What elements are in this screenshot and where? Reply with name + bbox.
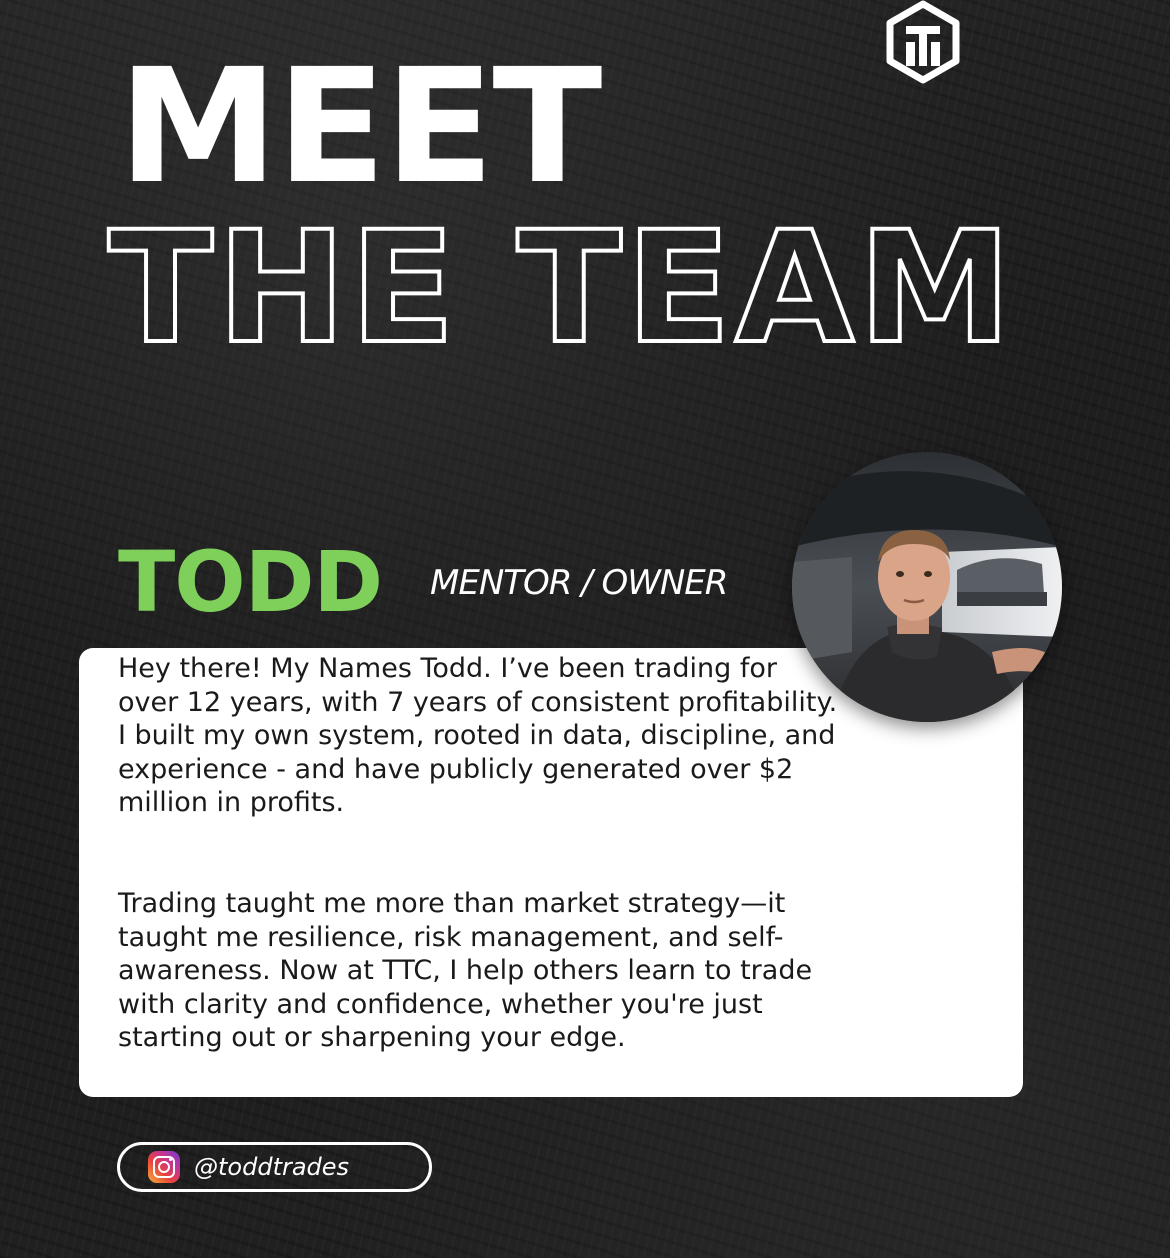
member-role: MENTOR / OWNER <box>430 563 728 603</box>
title-the-team: THE TEAM <box>108 199 1016 378</box>
instagram-icon <box>148 1151 180 1183</box>
bio-paragraph-1: Hey there! My Names Todd. I’ve been trading for over 12 years, with 7 years of consistent profitability. I built my own system, rooted in data, discipline, and experience - and have publicly generated over $2 million in profits. <box>118 653 838 819</box>
instagram-handle-text: @toddtrades <box>194 1153 350 1181</box>
instagram-handle-link[interactable] <box>117 1142 432 1192</box>
ttc-logo-icon <box>884 0 962 84</box>
bio-card <box>79 648 1023 1097</box>
avatar <box>792 452 1062 722</box>
bio-paragraph-2: Trading taught me more than market strategy—it taught me resilience, risk management, and self-awareness. Now at TTC, I help others learn to trade with clarity and confidence, whether you're just starting out or sharpening your edge. <box>118 888 813 1054</box>
member-name: TODD <box>118 533 383 631</box>
avatar-photo <box>792 452 1062 722</box>
title-meet: MEET <box>118 35 601 219</box>
